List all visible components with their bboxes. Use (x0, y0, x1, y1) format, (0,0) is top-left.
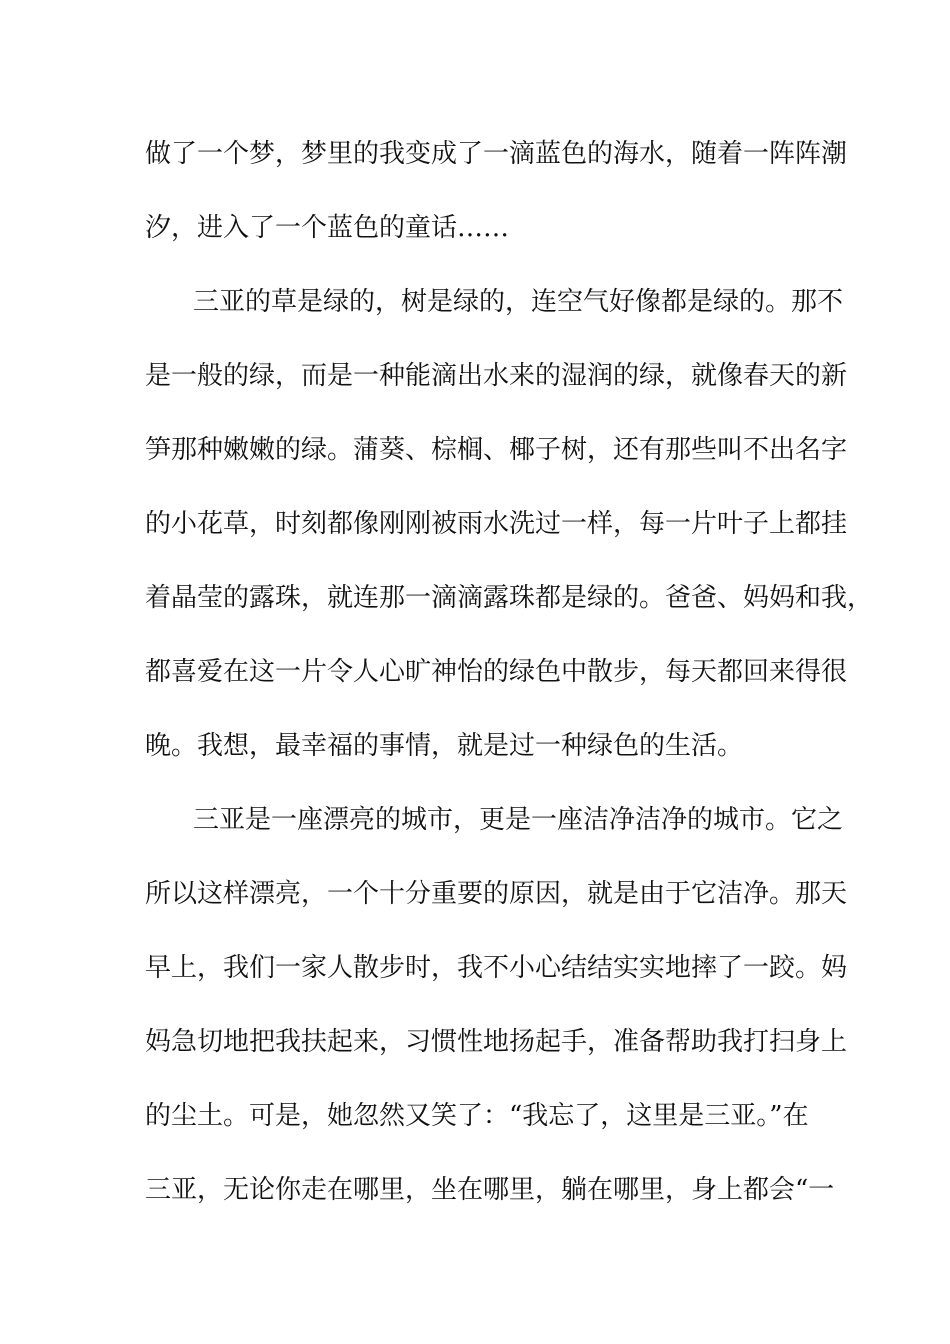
text-line: 着晶莹的露珠，就连那一滴滴露珠都是绿的。爸爸、妈妈和我， (145, 583, 874, 613)
text-line: 所以这样漂亮，一个十分重要的原因，就是由于它洁净。那天 (145, 879, 848, 909)
paragraph-start-line: 三亚是一座漂亮的城市，更是一座洁净洁净的城市。它之 (193, 805, 844, 835)
text-line: 妈急切地把我扶起来，习惯性地扬起手，准备帮助我打扫身上 (145, 1027, 848, 1057)
text-line: 三亚，无论你走在哪里，坐在哪里，躺在哪里，身上都会“一 (145, 1175, 835, 1205)
text-line: 都喜爱在这一片令人心旷神怡的绿色中散步，每天都回来得很 (145, 657, 848, 687)
text-line: 晚。我想，最幸福的事情，就是过一种绿色的生活。 (145, 731, 744, 761)
text-line: 是一般的绿，而是一种能滴出水来的湿润的绿，就像春天的新 (145, 361, 848, 391)
text-line: 的小花草，时刻都像刚刚被雨水洗过一样，每一片叶子上都挂 (145, 509, 848, 539)
text-line: 做了一个梦，梦里的我变成了一滴蓝色的海水，随着一阵阵潮 (145, 139, 848, 169)
text-line: 的尘土。可是，她忽然又笑了：“我忘了，这里是三亚。”在 (145, 1101, 809, 1131)
text-line: 早上，我们一家人散步时，我不小心结结实实地摔了一跤。妈 (145, 953, 848, 983)
paragraph-start-line: 三亚的草是绿的，树是绿的，连空气好像都是绿的。那不 (193, 287, 844, 317)
text-line: 汐，进入了一个蓝色的童话…… (145, 213, 510, 243)
text-line: 笋那种嫩嫩的绿。蒲葵、棕榈、椰子树，还有那些叫不出名字 (145, 435, 848, 465)
